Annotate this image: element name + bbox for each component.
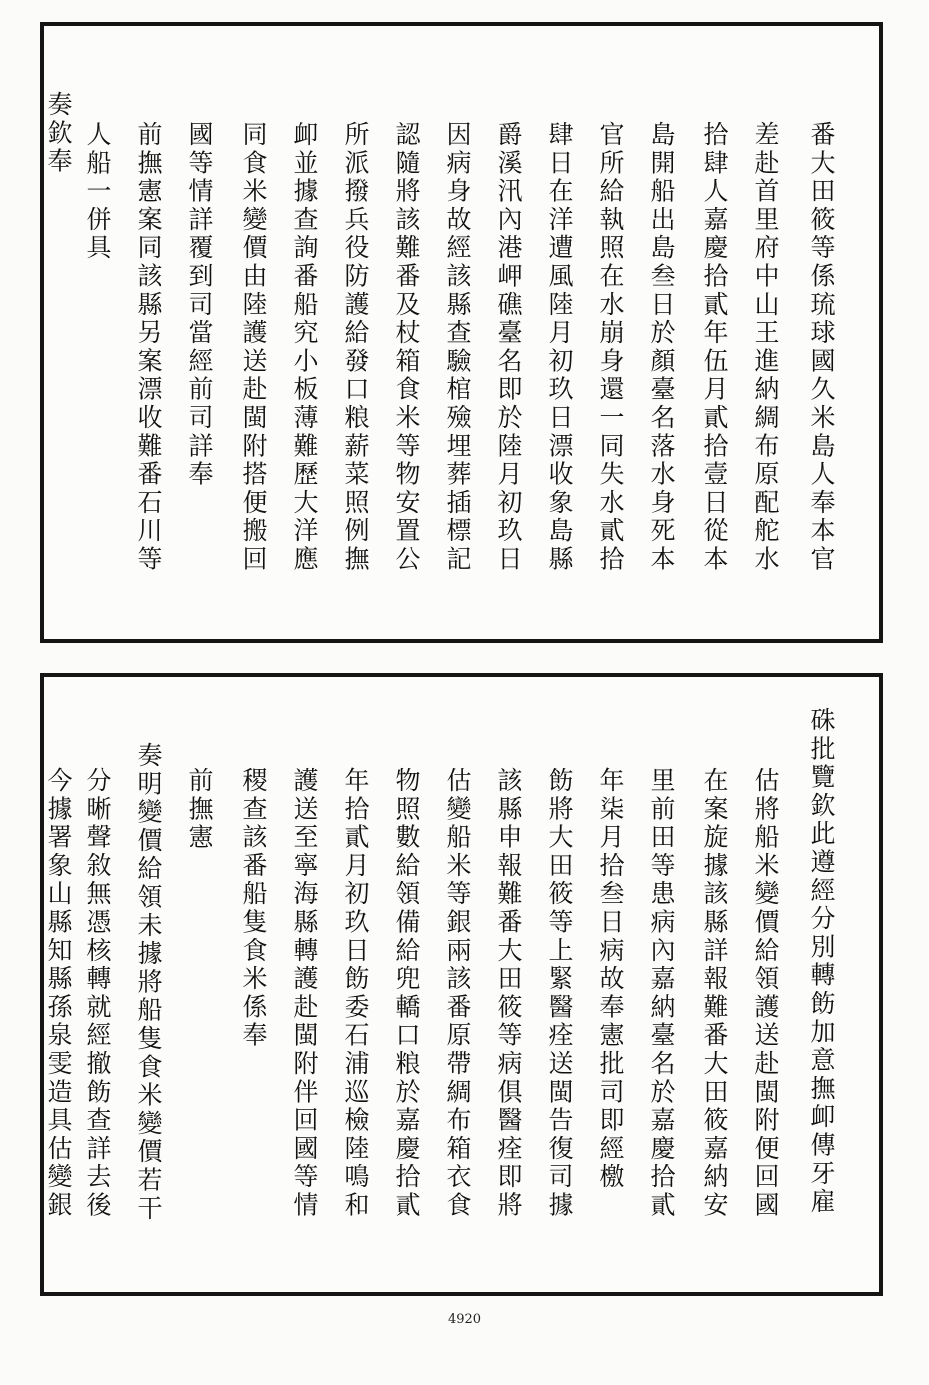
text-column: 奏明變價給領未據將船隻食米變價若干	[134, 742, 163, 1224]
text-column: 稷查該番船隻食米係奉	[239, 767, 268, 1050]
text-column: 拾肆人嘉慶拾貳年伍月貳拾壹日從本	[700, 121, 729, 574]
text-column: 前撫憲	[185, 767, 214, 852]
text-column: 因病身故經該縣查驗棺殮埋葬插標記	[443, 121, 472, 574]
text-column: 官所給執照在水崩身還一同失水貳拾	[596, 121, 625, 574]
text-column: 估變船米等銀兩該番原帶綢布箱衣食	[443, 767, 472, 1220]
text-column: 國等情詳覆到司當經前司詳奉	[185, 121, 214, 489]
bottom-document-panel	[40, 673, 883, 1296]
text-column: 物照數給領備給兜轎口粮於嘉慶拾貳	[392, 767, 421, 1220]
text-column: 今據署象山縣知縣孫泉雯造具估變銀	[44, 767, 73, 1220]
text-column: 奏欽奉	[44, 91, 73, 176]
text-column: 在案旋據該縣詳報難番大田筱嘉納安	[700, 767, 729, 1220]
text-column: 卹並據查詢番船究小板薄難歷大洋應	[290, 121, 319, 574]
text-column: 所派撥兵役防護給發口粮薪菜照例撫	[341, 121, 370, 574]
text-column: 人船一併具	[83, 121, 112, 263]
text-column: 飭將大田筱等上緊醫痊送閩告復司據	[545, 767, 574, 1220]
text-column: 分晰聲敘無憑核轉就經撤飭查詳去後	[83, 767, 112, 1220]
top-document-panel	[40, 22, 883, 643]
text-column: 肆日在洋遭風陸月初玖日漂收象島縣	[545, 121, 574, 574]
text-column: 認隨將該難番及杖箱食米等物安置公	[392, 121, 421, 574]
text-column: 番大田筱等係琉球國久米島人奉本官	[807, 121, 836, 574]
text-column: 島開船出島叁日於顏臺名落水身死本	[647, 121, 676, 574]
text-column: 前撫憲案同該縣另案漂收難番石川等	[134, 121, 163, 574]
text-column: 該縣申報難番大田筱等病俱醫痊即將	[494, 767, 523, 1220]
page-number: 4920	[447, 1312, 482, 1327]
text-column: 年柒月拾叁日病故奉憲批司即經檄	[596, 767, 625, 1192]
text-column: 硃批覽欽此遵經分別轉飭加意撫卹傳牙雇	[807, 707, 836, 1217]
text-column: 護送至寧海縣轉護赴閩附伴回國等情	[290, 767, 319, 1220]
text-column: 里前田等患病內嘉納臺名於嘉慶拾貳	[647, 767, 676, 1220]
text-column: 估將船米變價給領護送赴閩附便回國	[751, 767, 780, 1220]
text-column: 差赴首里府中山王進納綢布原配舵水	[751, 121, 780, 574]
text-column: 同食米變價由陸護送赴閩附搭便搬回	[239, 121, 268, 574]
text-column: 年拾貳月初玖日飭委石浦巡檢陸鳴和	[341, 767, 370, 1220]
text-column: 爵溪汛內港岬礁臺名即於陸月初玖日	[494, 121, 523, 574]
